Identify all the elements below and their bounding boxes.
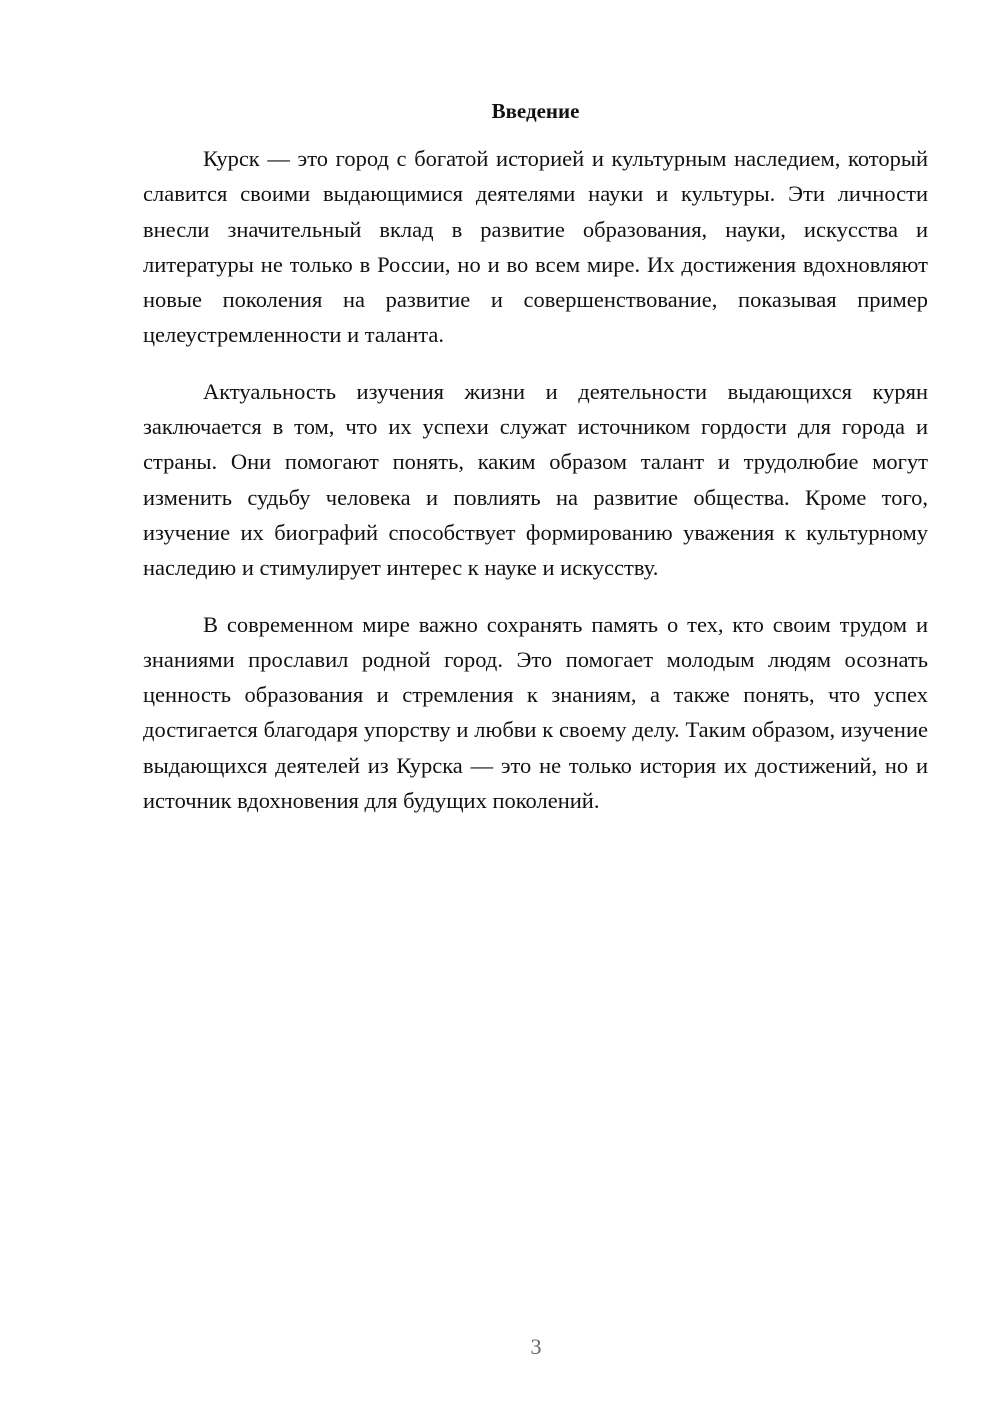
paragraph-intro: Курск — это город с богатой историей и культурным наследием, который славится своими выдающимися деятелями науки и культуры. Эти личности внесли значительный вклад в развитие образования, науки, искусства и литературы не только в России, но и во всем мире. Их достижения вдохновляют новые поколения на развитие и совершенствование, показывая пример целеустремленности и таланта. [143, 146, 928, 348]
page-number: 3 [530, 1334, 542, 1359]
paragraph-modern-world: В современном мире важно сохранять память о тех, кто своим трудом и знаниями прославил родной город. Это помогает молодым людям осознать ценность образования и стремления к знаниям, а также понять, что успех достигается благодаря упорству и любви к своему делу. Таким образом, изучение выдающихся деятелей из Курска — это не только история их достижений, но и источник вдохновения для будущих поколений. [143, 611, 928, 814]
section-title: Введение [491, 99, 580, 123]
paragraph-relevance: Актуальность изучения жизни и деятельности выдающихся курян заключается в том, что их успехи служат источником гордости для города и страны. Они помогают понять, каким образом талант и трудолюбие могут изменить судьбу человека и повлиять на развитие общества. Кроме того, изучение их биографий способствует формированию уважения к культурному наследию и стимулирует интерес к науке и искусству. [143, 378, 928, 581]
page-content [143, 97, 928, 839]
